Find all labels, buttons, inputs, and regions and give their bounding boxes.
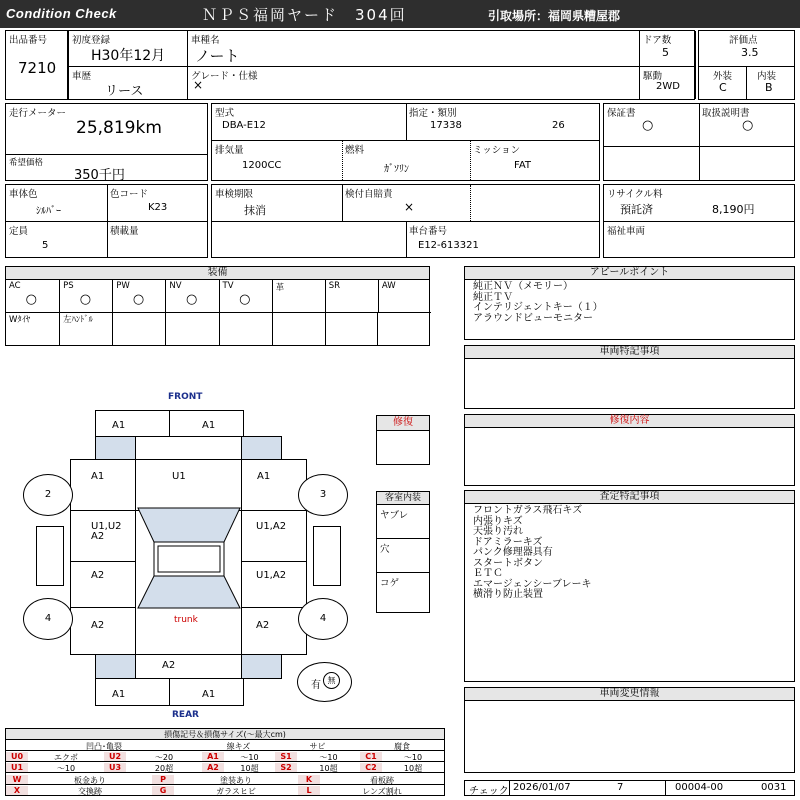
fuel: ｶﾞｿﾘﾝ xyxy=(384,164,409,175)
check-number: 7 xyxy=(617,782,624,793)
room-item-hole: 穴 xyxy=(380,544,390,555)
model-code: DBA-E12 xyxy=(222,120,266,131)
cell-top-left: A1 xyxy=(112,420,126,431)
desired-price: 350千円 xyxy=(74,168,125,183)
score: 3.5 xyxy=(741,46,759,59)
pickup-location: 引取場所：福岡県糟屋郡 xyxy=(488,9,621,23)
doors: 5 xyxy=(662,46,669,59)
type-designation: 17338 xyxy=(430,120,462,131)
legend-category: 腐食 xyxy=(394,742,410,751)
car-info-box: 初度登録 H30年12月 車歴 リース 車種名 ノート グレード・仕様 × ドア数 5 駆動 2WD xyxy=(68,30,695,100)
legend-desc: 10超 xyxy=(403,764,423,773)
room-item-burn: コゲ xyxy=(380,578,400,589)
manual: ○ xyxy=(742,118,754,133)
warranty: ○ xyxy=(642,118,654,133)
appeal-item: 純正ＮＶ（メモリー） xyxy=(473,281,573,292)
tire-rear-left: 4 xyxy=(23,598,73,640)
recycle-amount: 8,190円 xyxy=(712,203,755,216)
legend-category: サビ xyxy=(309,742,326,751)
equipment-cell-7: AW xyxy=(378,280,431,312)
equipment-cell-6: SR xyxy=(325,280,378,312)
auction-name: ＮＰＳ福岡ヤード 304回 xyxy=(202,6,407,24)
front-label: FRONT xyxy=(168,392,203,402)
legend-code: U3 xyxy=(104,763,126,772)
equipment-row2-cell-3 xyxy=(165,312,218,345)
liability-insurance: × xyxy=(404,200,415,214)
equipment-row2-cell-5 xyxy=(272,312,325,345)
inspection-expiry: 抹消 xyxy=(244,204,266,217)
legend-desc: 〜20 xyxy=(154,753,174,762)
legend-category: 凹凸･亀裂 xyxy=(86,742,122,751)
legend-code: S2 xyxy=(275,763,297,772)
legend-code: X xyxy=(6,786,28,795)
legend-desc: 〜10 xyxy=(240,753,259,762)
footer-check: チェック 2026/01/07 7 00004-00 0031 xyxy=(464,780,795,796)
footer-code-2: 0031 xyxy=(761,782,787,793)
legend-code: U1 xyxy=(6,763,28,772)
car-history: リース xyxy=(105,84,144,99)
legend-desc: ガラスヒビ xyxy=(216,787,256,796)
body-color: ｼﾙﾊﾞｰ xyxy=(36,206,61,217)
inspection-item: エマージェンシーブレーキ xyxy=(473,578,592,590)
equipment-cell-4: TV ○ xyxy=(219,280,272,312)
transmission: FAT xyxy=(514,160,532,171)
cell-hood: U1 xyxy=(172,471,186,482)
equipment-row2-cell-0: Wﾀｲﾔ xyxy=(9,315,31,325)
cabin-glass xyxy=(136,506,242,610)
inspection-item: ＥＴＣ xyxy=(473,568,503,579)
cell-front-door-right: U1,A2 xyxy=(256,521,287,532)
spare-none-circle: 無 xyxy=(323,672,340,689)
inspection-item: スタートボタン xyxy=(473,557,543,569)
cell-top-right: A1 xyxy=(202,420,216,431)
repair-box: 修復 xyxy=(376,415,430,465)
equipment-row2-cell-1: 左ﾊﾝﾄﾞﾙ xyxy=(59,312,112,345)
exterior-grade: C xyxy=(719,81,727,94)
cell-rear-door-right: U1,A2 xyxy=(256,570,287,581)
rear-label: REAR xyxy=(172,710,199,720)
tire-rear-right: 4 xyxy=(298,598,348,640)
color-code: K23 xyxy=(148,202,168,213)
equipment-row2-cell-4 xyxy=(219,312,272,345)
displacement: 1200CC xyxy=(242,160,282,171)
equipment-cell-0: AC ○ xyxy=(9,281,37,307)
legend-code: G xyxy=(152,786,174,795)
cell-rear-door-left: A2 xyxy=(91,570,105,581)
equipment-box: 装備 AC ○ PS ○ PW ○ NV ○ TV ○ 革 SR AW Wﾀｲﾔ 左ﾊﾝﾄﾞﾙ xyxy=(5,266,430,346)
equipment-cell-2: PW ○ xyxy=(112,280,165,312)
appeal-item: アラウンドビューモニター xyxy=(473,312,593,324)
equipment-cell-3: NV ○ xyxy=(165,280,218,312)
inspect-box: 車検期限 抹消 検付自賠責 × 車台番号 E12-613321 xyxy=(211,184,600,258)
inspection-item: 天張り汚れ xyxy=(473,526,523,537)
appeal-item: 純正ＴＶ xyxy=(473,291,513,303)
legend-desc: 〜10 xyxy=(56,764,76,773)
legend-code: A2 xyxy=(202,763,224,772)
legend-desc: 10超 xyxy=(319,764,338,773)
type-class: 26 xyxy=(552,120,565,131)
inspection-item: パンク修理器具有 xyxy=(473,547,553,558)
cell-front-door-left: U1,U2 xyxy=(91,521,122,532)
legend-desc: 塗装あり xyxy=(220,776,252,785)
mileage-box: 走行メーター 25,819km 希望価格 350千円 xyxy=(5,103,208,181)
inspection-item: フロントガラス飛石キズ xyxy=(473,505,583,516)
score-box: 評価点 3.5 外装 C 内装 B xyxy=(698,30,795,100)
legend-code: A1 xyxy=(202,752,224,761)
spec-box: 型式 DBA-E12 指定・類別 17338 26 排気量 1200CC 燃料 ｶﾞｿﾘﾝ ミッション FAT xyxy=(211,103,600,181)
legend-code: C1 xyxy=(360,752,382,761)
docs-box: 保証書 ○ 取扱説明書 ○ xyxy=(603,103,795,181)
spare-tire-mark: 有 無 xyxy=(297,662,352,702)
cell-fender-right: A1 xyxy=(257,471,271,482)
repair-content-box: 修復内容 xyxy=(464,414,795,486)
legend-desc: 看板跡 xyxy=(370,776,394,785)
legend-desc: 交換跡 xyxy=(78,787,102,796)
appeal-box: アピールポイント 純正ＮＶ（メモリー） 純正ＴＶ インテリジェントキー（１） アラウンドビューモニター xyxy=(464,266,795,340)
legend-code: S1 xyxy=(275,752,297,761)
equipment-row2-cell-6 xyxy=(325,312,378,345)
cell-quarter-left: A2 xyxy=(91,620,105,631)
cell-front-door-left-2: A2 xyxy=(91,531,105,542)
recycle-box: リサイクル料 預託済 8,190円 福祉車両 xyxy=(603,184,795,258)
capacity: 5 xyxy=(42,240,49,251)
interior-grade: B xyxy=(765,81,773,94)
inspection-item: ドアミラーキズ xyxy=(473,536,543,548)
legend-code: U0 xyxy=(6,752,28,761)
color-box: 車体色 ｼﾙﾊﾞｰ 色コード K23 定員 5 積載量 xyxy=(5,184,208,258)
legend-code: L xyxy=(298,786,320,795)
equipment-cell-1: PS ○ xyxy=(59,280,112,312)
car-name: ノート xyxy=(195,47,240,65)
car-diagram xyxy=(0,380,380,725)
drive: 2WD xyxy=(656,81,680,92)
legend-code: K xyxy=(298,775,320,784)
tire-front-right: 3 xyxy=(298,474,348,516)
first-registration: H30年12月 xyxy=(91,48,166,64)
grade: × xyxy=(193,78,204,92)
appeal-item: インテリジェントキー（１） xyxy=(473,302,603,313)
cell-quarter-right: A2 xyxy=(256,620,270,631)
equipment-cell-5: 革 xyxy=(272,280,325,312)
legend-category: 線キズ xyxy=(226,742,251,751)
trunk-label: trunk xyxy=(174,615,198,625)
legend-desc: 〜10 xyxy=(403,753,423,762)
legend-code: W xyxy=(6,775,28,784)
inspection-notes-box: 査定特記事項 フロントガラス飛石キズ 内張りキズ 天張り汚れ ドアミラーキズ パンク修理器具有 スタートボタン ＥＴＣ エマージェンシーブレーキ 横滑り防止装置 xyxy=(464,490,795,682)
cell-bottom-right: A1 xyxy=(202,689,216,700)
legend-desc: 20超 xyxy=(154,764,174,773)
legend-desc: レンズ割れ xyxy=(362,787,402,796)
room-item-tear: ヤブレ xyxy=(380,510,409,521)
legend-desc: 〜10 xyxy=(319,753,338,762)
change-info-box: 車両変更情報 xyxy=(464,687,795,773)
equipment-row2-cell-2 xyxy=(112,312,165,345)
room-box: 客室内装 ヤブレ 穴 コゲ xyxy=(376,491,430,613)
legend-desc: エクボ xyxy=(54,753,78,762)
legend-desc: 板金あり xyxy=(74,776,106,785)
cell-fender-left: A1 xyxy=(91,471,105,482)
chassis-number: E12-613321 xyxy=(418,240,479,251)
legend-code: U2 xyxy=(104,752,126,761)
recycle-status: 預託済 xyxy=(620,203,653,216)
legend-code: C2 xyxy=(360,763,382,772)
inspection-item: 内張りキズ xyxy=(473,515,523,527)
legend-desc: 10超 xyxy=(240,764,259,773)
sheet-title: Condition Check xyxy=(6,6,117,21)
mileage: 25,819km xyxy=(76,118,162,138)
legend-code: P xyxy=(152,775,174,784)
check-date: 2026/01/07 xyxy=(513,782,571,793)
footer-code-1: 00004-00 xyxy=(675,782,724,793)
damage-legend: 損傷記号＆損傷サイズ(〜最大cm) 凹凸･亀裂 線キズ サビ 腐食 U0 エクボ U2 〜20 A1 〜10 S1 〜10 C1 〜10 U1 〜10 U3 20超 A2 10超 S2 10超 C2 10超 W 板金あり P 塗装あり K 看板跡 X 交換跡 G ガラスヒビ L レンズ割れ xyxy=(5,728,445,796)
cell-bottom-left: A1 xyxy=(112,689,126,700)
cell-rear: A2 xyxy=(162,660,176,671)
special-notes-box: 車両特記事項 xyxy=(464,345,795,409)
tire-front-left: 2 xyxy=(23,474,73,516)
lot-number: 7210 xyxy=(18,59,57,77)
inspection-item: 横滑り防止装置 xyxy=(473,589,543,600)
header-bar xyxy=(0,0,800,28)
lot-box: 出品番号 7210 xyxy=(5,30,68,100)
